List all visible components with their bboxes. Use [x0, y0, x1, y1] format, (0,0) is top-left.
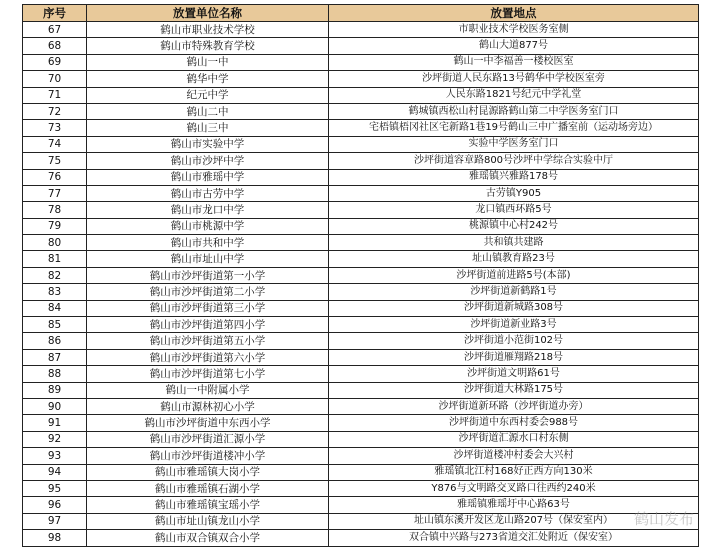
table-row — [23, 136, 699, 152]
unit-name-cell: 鹤山市共和中学 — [87, 235, 329, 251]
unit-name-cell: 鹤山市沙坪街道第一小学 — [87, 267, 329, 283]
unit-name-cell: 纪元中学 — [87, 87, 329, 103]
table-row — [23, 202, 699, 218]
unit-name-cell: 鹤山三中 — [87, 120, 329, 136]
unit-name-cell: 鹤山市沙坪街道第二小学 — [87, 284, 329, 300]
location-cell: 沙坪街道新鹤路1号 — [329, 284, 699, 300]
location-cell: 实验中学医务室门口 — [329, 136, 699, 152]
table-row — [23, 169, 699, 185]
table-header-row — [23, 5, 699, 22]
aed-location-table — [22, 4, 699, 547]
serial-number-cell: 80 — [23, 235, 87, 251]
serial-number-cell: 90 — [23, 398, 87, 414]
location-cell: 雅瑶镇北江村168好正西方向130米 — [329, 464, 699, 480]
location-cell: 沙坪街道容章路800号沙坪中学综合实验中厅 — [329, 153, 699, 169]
location-cell: 人民东路1821号纪元中学礼堂 — [329, 87, 699, 103]
serial-number-cell: 71 — [23, 87, 87, 103]
location-cell: 共和镇共建路 — [329, 235, 699, 251]
unit-name-cell: 鹤山市沙坪街道第七小学 — [87, 366, 329, 382]
serial-number-cell: 77 — [23, 185, 87, 201]
location-cell: 沙坪街道新环路（沙坪街道办旁） — [329, 398, 699, 414]
serial-number-cell: 70 — [23, 71, 87, 87]
unit-name-cell: 鹤山一中 — [87, 54, 329, 70]
unit-name-cell: 鹤山市源林初心小学 — [87, 398, 329, 414]
header-serial-number: 序号 — [23, 5, 87, 22]
serial-number-cell: 85 — [23, 317, 87, 333]
unit-name-cell: 鹤山市职业技术学校 — [87, 22, 329, 38]
serial-number-cell: 67 — [23, 22, 87, 38]
serial-number-cell: 75 — [23, 153, 87, 169]
location-cell: 沙坪街道前进路5号(本部) — [329, 267, 699, 283]
header-location: 放置地点 — [329, 5, 699, 22]
unit-name-cell: 鹤山市址山中学 — [87, 251, 329, 267]
table-row — [23, 333, 699, 349]
location-cell: 鹤城镇西松山村昆源路鹤山第二中学医务室门口 — [329, 103, 699, 119]
location-cell: 沙坪街道新业路3号 — [329, 317, 699, 333]
table-row — [23, 22, 699, 38]
table-body — [23, 22, 699, 547]
serial-number-cell: 89 — [23, 382, 87, 398]
location-cell: 双合镇中兴路与273省道交汇处附近（保安室） — [329, 530, 699, 546]
table-row — [23, 300, 699, 316]
table-row — [23, 317, 699, 333]
location-cell: 桃源镇中心村242号 — [329, 218, 699, 234]
table-row — [23, 120, 699, 136]
unit-name-cell: 鹤山市雅瑶镇大岗小学 — [87, 464, 329, 480]
unit-name-cell: 鹤山市实验中学 — [87, 136, 329, 152]
location-cell: 鹤山大道877号 — [329, 38, 699, 54]
unit-name-cell: 鹤山二中 — [87, 103, 329, 119]
location-cell: 沙坪街道新城路308号 — [329, 300, 699, 316]
unit-name-cell: 鹤山市双合镇双合小学 — [87, 530, 329, 546]
serial-number-cell: 72 — [23, 103, 87, 119]
location-cell: 沙坪街道楼冲村委会大兴村 — [329, 448, 699, 464]
serial-number-cell: 97 — [23, 513, 87, 529]
serial-number-cell: 98 — [23, 530, 87, 546]
table-row — [23, 448, 699, 464]
table-row — [23, 235, 699, 251]
location-cell: 沙坪街道人民东路13号鹤华中学校医室旁 — [329, 71, 699, 87]
table-row — [23, 431, 699, 447]
unit-name-cell: 鹤山市沙坪街道第五小学 — [87, 333, 329, 349]
table-row — [23, 71, 699, 87]
table-row — [23, 38, 699, 54]
table-row — [23, 497, 699, 513]
table-row — [23, 54, 699, 70]
serial-number-cell: 83 — [23, 284, 87, 300]
serial-number-cell: 95 — [23, 480, 87, 496]
table-row — [23, 267, 699, 283]
unit-name-cell: 鹤山市沙坪街道第六小学 — [87, 349, 329, 365]
serial-number-cell: 96 — [23, 497, 87, 513]
table-row — [23, 513, 699, 529]
location-cell: 沙坪街道小范街102号 — [329, 333, 699, 349]
location-cell: 雅瑶镇兴雅路178号 — [329, 169, 699, 185]
unit-name-cell: 鹤山一中附属小学 — [87, 382, 329, 398]
unit-name-cell: 鹤华中学 — [87, 71, 329, 87]
table-row — [23, 218, 699, 234]
table-row — [23, 87, 699, 103]
serial-number-cell: 94 — [23, 464, 87, 480]
location-cell: 沙坪街道大林路175号 — [329, 382, 699, 398]
location-cell: 鹤山一中李福善一楼校医室 — [329, 54, 699, 70]
serial-number-cell: 79 — [23, 218, 87, 234]
location-cell: 址山镇东溪开发区龙山路207号（保安室内） — [329, 513, 699, 529]
table-row — [23, 153, 699, 169]
header-unit-name: 放置单位名称 — [87, 5, 329, 22]
table-row — [23, 464, 699, 480]
unit-name-cell: 鹤山市雅瑶中学 — [87, 169, 329, 185]
location-cell: 宅梧镇梧冈社区宅新路1巷19号鹤山三中广播室前（运动场旁边） — [329, 120, 699, 136]
serial-number-cell: 86 — [23, 333, 87, 349]
unit-name-cell: 鹤山市沙坪街道楼冲小学 — [87, 448, 329, 464]
table-row — [23, 185, 699, 201]
serial-number-cell: 78 — [23, 202, 87, 218]
table-row — [23, 349, 699, 365]
serial-number-cell: 68 — [23, 38, 87, 54]
serial-number-cell: 73 — [23, 120, 87, 136]
serial-number-cell: 76 — [23, 169, 87, 185]
location-cell: 雅瑶镇雅瑶圩中心路63号 — [329, 497, 699, 513]
location-cell: 沙坪街道文明路61号 — [329, 366, 699, 382]
aed-location-table-sheet — [22, 4, 698, 547]
serial-number-cell: 74 — [23, 136, 87, 152]
table-row — [23, 398, 699, 414]
serial-number-cell: 84 — [23, 300, 87, 316]
unit-name-cell: 鹤山市雅瑶镇石湖小学 — [87, 480, 329, 496]
location-cell: 龙口镇西环路5号 — [329, 202, 699, 218]
table-row — [23, 251, 699, 267]
unit-name-cell: 鹤山市沙坪中学 — [87, 153, 329, 169]
unit-name-cell: 鹤山市沙坪街道中东西小学 — [87, 415, 329, 431]
unit-name-cell: 鹤山市沙坪街道汇源小学 — [87, 431, 329, 447]
location-cell: Y876与文明路交叉路口往西约240米 — [329, 480, 699, 496]
unit-name-cell: 鹤山市桃源中学 — [87, 218, 329, 234]
location-cell: 沙坪街道中东西村委会988号 — [329, 415, 699, 431]
unit-name-cell: 鹤山市特殊教育学校 — [87, 38, 329, 54]
table-row — [23, 415, 699, 431]
unit-name-cell: 鹤山市址山镇龙山小学 — [87, 513, 329, 529]
unit-name-cell: 鹤山市沙坪街道第四小学 — [87, 317, 329, 333]
serial-number-cell: 69 — [23, 54, 87, 70]
table-row — [23, 284, 699, 300]
location-cell: 沙坪街道汇源水口村东侧 — [329, 431, 699, 447]
unit-name-cell: 鹤山市雅瑶镇宝瑶小学 — [87, 497, 329, 513]
table-row — [23, 103, 699, 119]
location-cell: 市职业技术学校医务室侧 — [329, 22, 699, 38]
serial-number-cell: 87 — [23, 349, 87, 365]
watermark: 鹤山发布 — [633, 510, 694, 528]
serial-number-cell: 93 — [23, 448, 87, 464]
table-row — [23, 366, 699, 382]
serial-number-cell: 81 — [23, 251, 87, 267]
serial-number-cell: 88 — [23, 366, 87, 382]
unit-name-cell: 鹤山市古劳中学 — [87, 185, 329, 201]
serial-number-cell: 92 — [23, 431, 87, 447]
table-row — [23, 530, 699, 546]
serial-number-cell: 82 — [23, 267, 87, 283]
location-cell: 沙坪街道雁翔路218号 — [329, 349, 699, 365]
location-cell: 址山镇教育路23号 — [329, 251, 699, 267]
serial-number-cell: 91 — [23, 415, 87, 431]
table-row — [23, 480, 699, 496]
location-cell: 古劳镇Y905 — [329, 185, 699, 201]
table-row — [23, 382, 699, 398]
unit-name-cell: 鹤山市龙口中学 — [87, 202, 329, 218]
unit-name-cell: 鹤山市沙坪街道第三小学 — [87, 300, 329, 316]
